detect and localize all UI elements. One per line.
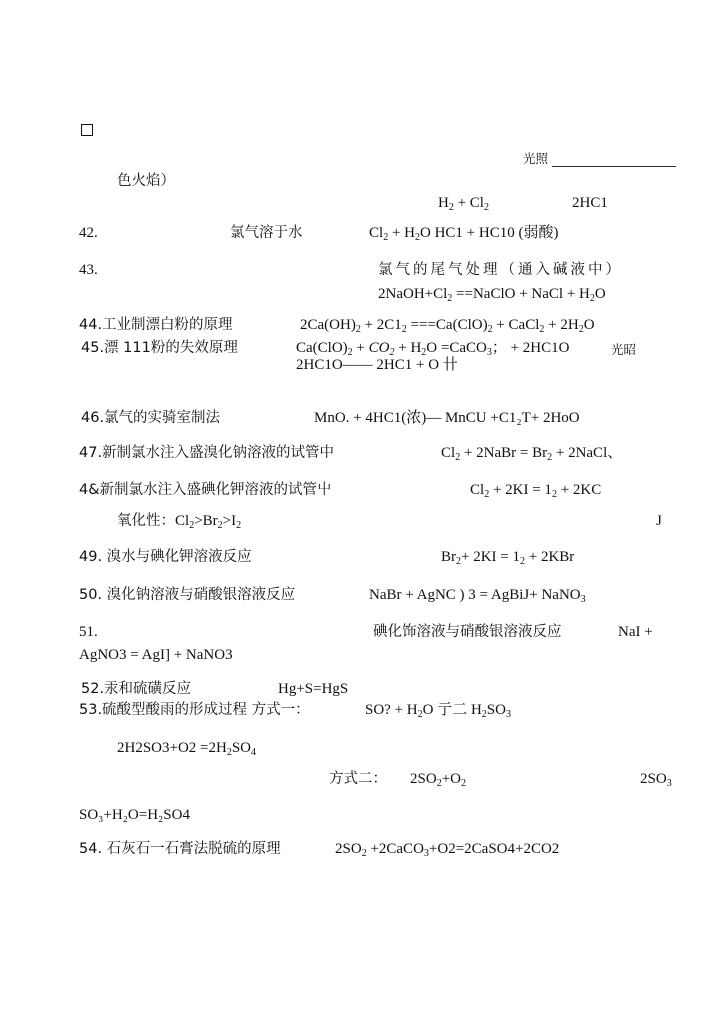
item-46-title: 46.氯气的实骑室制法 xyxy=(81,410,221,426)
item-53-way2-equation: $2SO_2+O_2$ xyxy=(410,771,466,789)
item-51-equation-tail: NaI + xyxy=(618,624,653,640)
item-47-equation: $Cl_2$ + 2NaBr = $Br_2$ + 2NaCl、 xyxy=(441,445,623,463)
item-51-number: 51. xyxy=(79,624,98,640)
item-44-title: 44.工业制漂白粉的原理 xyxy=(79,317,233,333)
item-46-equation: MnO. + 4HC1(浓)— MnCU +C1₂T+ 2HoO xyxy=(314,410,580,426)
item-45-title: 45.漂 111粉的失效原理 xyxy=(81,340,238,356)
item-48-equation: $Cl_2 + 2KI = 1_2 + 2KC$ xyxy=(470,482,602,500)
item-51-equation: AgNO3 = AgI] + NaNO3 xyxy=(79,647,233,663)
item-49-title: 49. 溴水与碘化钾溶液反应 xyxy=(79,549,252,565)
item-53-equation-2: $2H2SO3+O2 =2H_2SO_4$ xyxy=(117,740,257,758)
item-53-equation-3: SO₃+H₂O=H₂SO4 xyxy=(79,807,190,823)
flame-text: 色火焰） xyxy=(117,173,175,189)
item-54-title: 54. 石灰石一石膏法脱硫的原理 xyxy=(79,841,281,857)
item-49-equation: $Br_2+ 2KI = 1_2 + 2KBr$ xyxy=(441,549,575,567)
reaction-arrow-line xyxy=(552,166,676,167)
checkbox-icon xyxy=(81,124,93,136)
item-47-title: 47.新制氯水注入盛溴化钠溶液的试管中 xyxy=(79,445,335,461)
item-54-equation: $2SO_2$ +2CaCO$_3$+O2=2CaSO4+2CO2 xyxy=(335,841,560,859)
item-42-equation: $Cl_2 + H_2O$ HC1 + HC10 (弱酸) xyxy=(369,225,559,243)
item-50-title: 50. 溴化钠溶液与硝酸银溶液反应 xyxy=(79,587,296,603)
item-45-equation-2: 2HC1O—— 2HC1 + O 卄 xyxy=(296,357,458,373)
item-44-equation: $2Ca(OH)_2 + 2C1_2 ===Ca(ClO)_2$ + CaCl$_2$ + $2H_2O$ xyxy=(300,317,595,335)
oxidizing-order: 氧化性：$Cl_2>Br_2>I_2$ xyxy=(117,513,242,531)
item-48-title: 4&新制氯水注入盛碘化钾溶液的试管屮 xyxy=(79,482,332,498)
item-53-way2-product: $2SO_3$ xyxy=(640,771,672,789)
item-48-mark: J xyxy=(656,513,662,529)
item-53-equation-1: SO? + $H_2O$ 亍二 $H_2SO_3$ xyxy=(365,702,511,720)
item-42-title: 氯气溶于水 xyxy=(230,225,303,241)
item-42-number: 42. xyxy=(79,225,98,241)
item-43-number: 43. xyxy=(79,262,98,278)
light-condition-label: 光照 xyxy=(523,151,549,166)
item-50-equation: NaBr + AgNC ) 3 = AgBiJ+ NaNO$_3$ xyxy=(369,587,586,605)
item-51-title: 碘化饰溶液与硝酸银溶液反应 xyxy=(373,624,562,640)
item-52-title: 52.汞和硫磺反应 xyxy=(81,681,192,697)
item-45-equation: $Ca(ClO)_2 + CO_2 + H_2O$ =CaCO$_3$； + 2HC1O xyxy=(296,340,570,358)
item-53-way2-label: 方式二： xyxy=(329,771,387,787)
item-43-title: 氯气的尾气处理（通入碱液中） xyxy=(378,262,623,278)
item-52-equation: Hg+S=HgS xyxy=(278,681,349,697)
item-43-equation: $2NaOH+Cl_2$ ==NaClO + NaCl + $H_2O$ xyxy=(378,286,606,304)
h2-cl2-reactants: $H_2 + Cl_2$ xyxy=(438,195,489,213)
item-53-title: 53.硫酸型酸雨的形成过程 方式一： xyxy=(79,702,310,718)
h2-cl2-product: 2HC1 xyxy=(572,195,608,211)
item-45-light-label: 光昭 xyxy=(611,342,637,357)
